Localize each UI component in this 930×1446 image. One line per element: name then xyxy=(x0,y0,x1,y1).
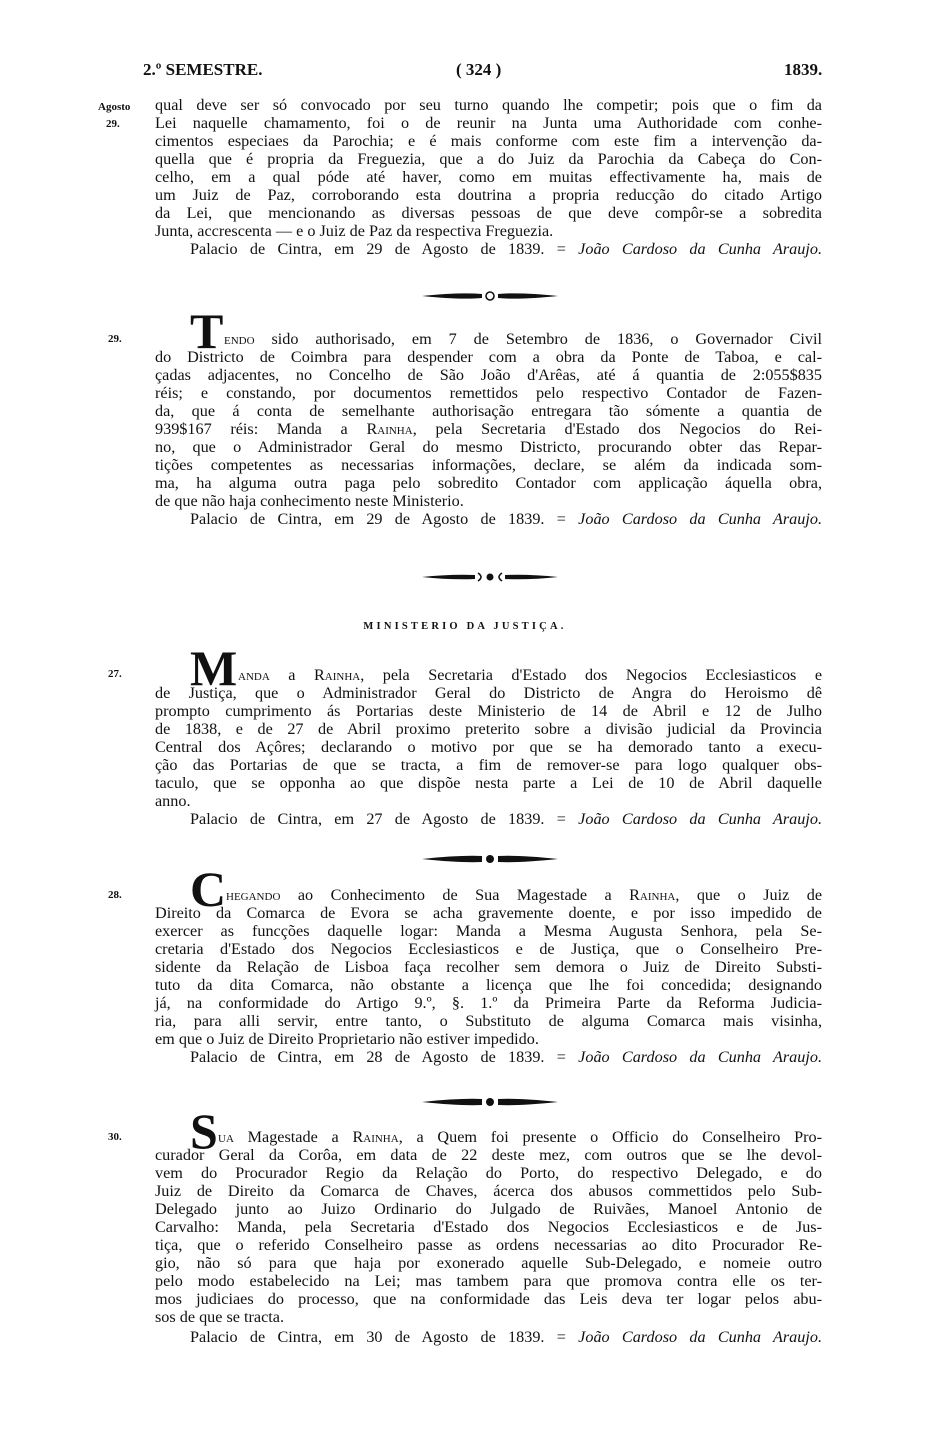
margin-date-2: 29. xyxy=(108,333,122,345)
text-line: prompto cumprimento ás Portarias deste Ministerio de 14 de Abril e 12 de Julho xyxy=(155,702,822,720)
text-line: vem do Procurador Regio da Relação do Porto, do respectivo Delegado, e do xyxy=(155,1164,822,1182)
signature-name: João Cardoso da Cunha Araujo. xyxy=(578,510,822,528)
text-line: no, que o Administrador Geral do mesmo Districto, procurando obter das Repar- xyxy=(155,438,822,456)
small-caps-word: Rainha xyxy=(352,1128,399,1146)
text-line: cretaria d'Estado dos Negocios Ecclesiasticos e de Justiça, que o Conselheiro Pre- xyxy=(155,940,822,958)
text-line: Junta, accrescenta — e o Juiz de Paz da respectiva Freguezia. xyxy=(155,222,554,240)
signature-name: João Cardoso da Cunha Araujo. xyxy=(578,240,822,258)
text-line: cimentos especiaes da Parochia; e é mais conforme com este fim a intervenção da- xyxy=(155,132,822,150)
text-line: curador Geral da Corôa, em data de 22 deste mez, com outros que se lhe devol- xyxy=(155,1146,822,1164)
text-line: anno. xyxy=(155,792,191,810)
text-run: a xyxy=(288,666,296,684)
text-line: çadas adjacentes, no Concelho de São João d'Arêas, até á quantia de 2:055$835 xyxy=(155,366,822,384)
text-line: de 1838, e de 27 de Abril proximo preterito sobre a divisão judicial da Provincia xyxy=(155,720,822,738)
text-line: já, na conformidade do Artigo 9.º, §. 1.º da Primeira Parte da Reforma Judicia- xyxy=(155,994,822,1012)
text-line: quella que é propria da Freguezia, que a do Juiz da Parochia da Cabeça do Con- xyxy=(155,150,822,168)
text-line xyxy=(224,330,822,348)
text-run: , pela Secretaria d'Estado dos Negocios Ecclesiasticos e xyxy=(360,666,823,684)
text-line: ção das Portarias de que se tracta, a fim de remover-se para logo qualquer obs- xyxy=(155,756,822,774)
signature-line xyxy=(190,1328,822,1347)
text-line: do Districto de Coimbra para despender com a obra da Ponte de Taboa, e cal- xyxy=(155,348,822,366)
signature-name: João Cardoso da Cunha Araujo. xyxy=(578,1328,822,1346)
signature-line xyxy=(190,1048,822,1067)
signature-place-date: Palacio de Cintra, em 28 de Agosto de 1839. = xyxy=(190,1048,566,1066)
signature-place-date: Palacio de Cintra, em 30 de Agosto de 1839. = xyxy=(190,1328,566,1346)
ornament-divider xyxy=(420,290,560,302)
ornament-divider xyxy=(420,1096,560,1108)
small-caps-word: Rainha xyxy=(366,420,413,438)
text-line: Direito da Comarca de Evora se acha gravemente doente, e por isso impedido de xyxy=(155,904,822,922)
text-line xyxy=(238,666,822,684)
small-caps-word: ua xyxy=(218,1128,234,1146)
small-caps-word: endo xyxy=(224,330,255,348)
text-line: exercer as funcções daquelle logar: Manda a Mesma Augusta Senhora, pela Se- xyxy=(155,922,822,940)
page-number: ( 324 ) xyxy=(456,60,502,79)
text-line xyxy=(155,420,822,438)
small-caps-word: Rainha xyxy=(313,666,361,684)
margin-date-4: 28. xyxy=(108,889,122,901)
margin-date-5: 30. xyxy=(108,1131,122,1143)
text-line: tuto da dita Comarca, não obstante a licença que lhe foi concedida; designando xyxy=(155,976,822,994)
small-caps-word: hegando xyxy=(226,886,281,904)
text-line: um Juiz de Paz, corroborando esta doutrina a propria reducção do citado Artigo xyxy=(155,186,822,204)
text-line: da, que á conta de semelhante authorisação entregara tão sómente a quantia de xyxy=(155,402,822,420)
small-caps-word: Rainha xyxy=(629,886,676,904)
text-run: sido authorisado, em 7 de Setembro de 1836, o Governador Civil xyxy=(271,330,823,348)
text-line: réis; e constando, por documentos remettidos pelo respectivo Contador de Fazen- xyxy=(155,384,822,402)
text-line: de que não haja conhecimento neste Ministerio. xyxy=(155,492,464,510)
signature-place-date: Palacio de Cintra, em 29 de Agosto de 1839. = xyxy=(190,510,566,528)
margin-month: Agosto xyxy=(98,101,131,113)
signature-place-date: Palacio de Cintra, em 29 de Agosto de 1839. = xyxy=(190,240,566,258)
text-run: Magestade a xyxy=(247,1128,339,1146)
text-line: ria, para alli servir, entre tanto, o Substituto de alguma Comarca mais visinha, xyxy=(155,1012,822,1030)
text-line: de Justiça, que o Administrador Geral do Districto de Angra do Heroismo dê xyxy=(155,684,822,702)
ornament-divider xyxy=(420,853,560,865)
text-line: mos judiciaes do processo, que na conformidade das Leis deva ter logar pelos abu- xyxy=(155,1290,822,1308)
text-line: ma, ha alguma outra paga pelo sobredito Contador com applicação áquella obra, xyxy=(155,474,822,492)
text-line: sos de que se tracta. xyxy=(155,1308,285,1326)
ornament-divider xyxy=(420,571,560,583)
signature-line xyxy=(190,810,822,829)
text-line: qual deve ser só convocado por seu turno quando lhe competir; pois que o fim da xyxy=(155,96,822,114)
drop-cap: C xyxy=(190,861,227,917)
text-line: sidente da Relação de Lisboa faça recolher sem demora o Juiz de Direito Substi- xyxy=(155,958,822,976)
text-line: tiça, que o referido Conselheiro passe as ordens necessarias ao dito Procurador Re- xyxy=(155,1236,822,1254)
text-line: Lei naquelle chamamento, foi o de reunir na Junta uma Authoridade com conhe- xyxy=(155,114,822,132)
running-header-semester: 2.º SEMESTRE. xyxy=(143,60,263,79)
signature-name: João Cardoso da Cunha Araujo. xyxy=(578,1048,822,1066)
margin-date-3: 27. xyxy=(108,668,122,680)
text-line: Carvalho: Manda, pela Secretaria d'Estado dos Negocios Ecclesiasticos e de Jus- xyxy=(155,1218,822,1236)
signature-line xyxy=(190,240,822,259)
text-line: celho, em a qual póde até haver, como em muitas effectivamente ha, mais de xyxy=(155,168,822,186)
text-line: da Lei, que mencionando as diversas pessoas de que deve compôr-se a sobredita xyxy=(155,204,822,222)
text-run: , pela Secretaria d'Estado dos Negocios do Rei- xyxy=(412,420,823,438)
text-line: Delegado junto ao Juizo Ordinario do Julgado de Ruivães, Manoel Antonio de xyxy=(155,1200,822,1218)
text-line: em que o Juiz de Direito Proprietario não estiver impedido. xyxy=(155,1030,539,1048)
text-line: gio, não só para que haja por exonerado aquelle Sub-Delegado, e nomeie outro xyxy=(155,1254,822,1272)
running-header-year: 1839. xyxy=(784,60,823,79)
text-run: 939$167 réis: Manda a xyxy=(155,420,348,438)
text-line xyxy=(226,886,822,904)
text-run: , que o Juiz de xyxy=(675,886,823,904)
text-run: ao Conhecimento de Sua Magestade a xyxy=(297,886,612,904)
signature-place-date: Palacio de Cintra, em 27 de Agosto de 1839. = xyxy=(190,810,566,828)
drop-cap: M xyxy=(190,640,238,696)
small-caps-word: anda xyxy=(238,666,270,684)
section-title: MINISTERIO DA JUSTIÇA. xyxy=(363,621,567,632)
text-run: , a Quem foi presente o Officio do Conselheiro Pro- xyxy=(398,1128,822,1146)
text-line xyxy=(218,1128,822,1146)
drop-cap: S xyxy=(190,1103,218,1159)
drop-cap: T xyxy=(190,303,224,359)
signature-name: João Cardoso da Cunha Araujo. xyxy=(578,810,822,828)
text-line: taculo, que se opponha ao que dispõe nesta parte a Lei de 10 de Abril daquelle xyxy=(155,774,822,792)
text-line: Juiz de Direito da Comarca de Chaves, ácerca dos abusos commettidos pelo Sub- xyxy=(155,1182,822,1200)
text-line: Central dos Açôres; declarando o motivo por que se ha demorado tanto a execu- xyxy=(155,738,822,756)
text-line: tições competentes as necessarias informações, declare, se além da indicada som- xyxy=(155,456,822,474)
margin-date-1: 29. xyxy=(106,118,120,130)
text-line: pelo modo estabelecido na Lei; mas tambem para que promova contra elle os ter- xyxy=(155,1272,822,1290)
signature-line xyxy=(190,510,822,529)
